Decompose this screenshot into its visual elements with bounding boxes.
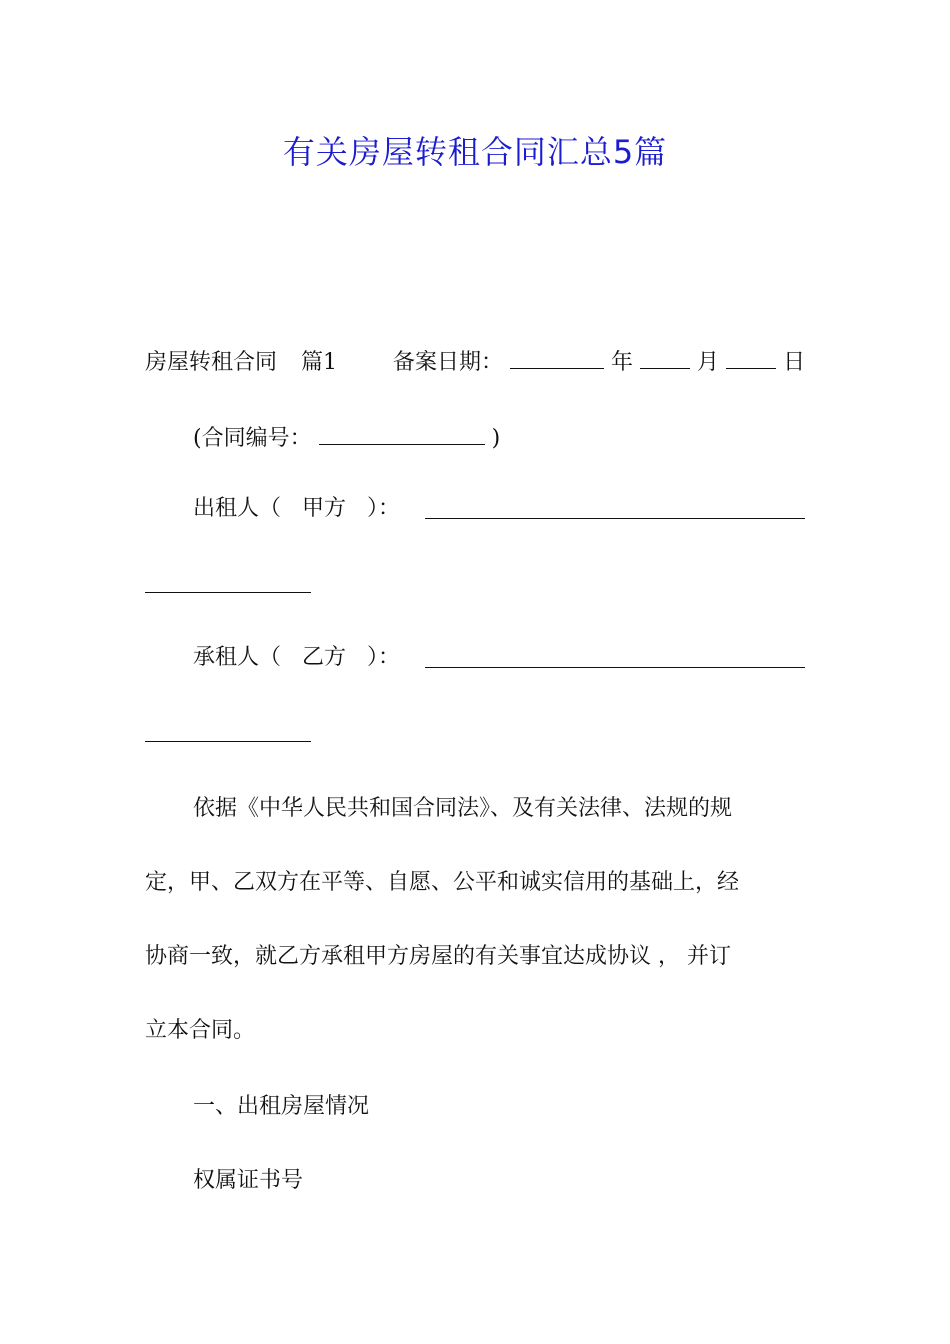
section-heading: 一、出租房屋情况	[193, 1094, 370, 1119]
lessee-blank-continued[interactable]	[145, 741, 311, 742]
contract-header-line	[145, 342, 805, 380]
filing-year-label: 年	[611, 350, 634, 375]
filing-date-label: 备案日期：	[393, 350, 504, 375]
contract-number-blank[interactable]	[319, 418, 485, 445]
contract-name: 房屋转租合同	[145, 350, 278, 375]
paragraph-line: 协商一致，就乙方承租甲方房屋的有关事宜达成协议 ， 并订	[145, 944, 731, 969]
contract-number-close: )	[491, 426, 501, 451]
contract-number-label: (合同编号：	[193, 426, 312, 451]
lessor-label: 出租人（ 甲方 ）：	[193, 496, 400, 521]
filing-year-blank[interactable]	[510, 342, 604, 369]
filing-day-label: 日	[783, 350, 806, 375]
filing-day-blank[interactable]	[726, 342, 776, 369]
filing-month-blank[interactable]	[640, 342, 690, 369]
certificate-number-label: 权属证书号	[193, 1168, 304, 1193]
paragraph-line: 定，甲、乙双方在平等、自愿、公平和诚实信用的基础上，经	[145, 870, 740, 895]
contract-part: 篇1	[301, 350, 338, 375]
lessor-blank[interactable]	[425, 518, 805, 519]
filing-month-label: 月	[697, 350, 720, 375]
contract-number-line	[193, 418, 500, 456]
lessee-blank[interactable]	[425, 667, 805, 668]
paragraph-line: 依据《中华人民共和国合同法》、及有关法律、法规的规	[193, 796, 733, 821]
lessor-blank-continued[interactable]	[145, 592, 311, 593]
paragraph-line: 立本合同。	[145, 1018, 256, 1043]
lessee-label: 承租人（ 乙方 ）：	[193, 645, 400, 670]
document-title: 有关房屋转租合同汇总5篇	[282, 133, 668, 171]
